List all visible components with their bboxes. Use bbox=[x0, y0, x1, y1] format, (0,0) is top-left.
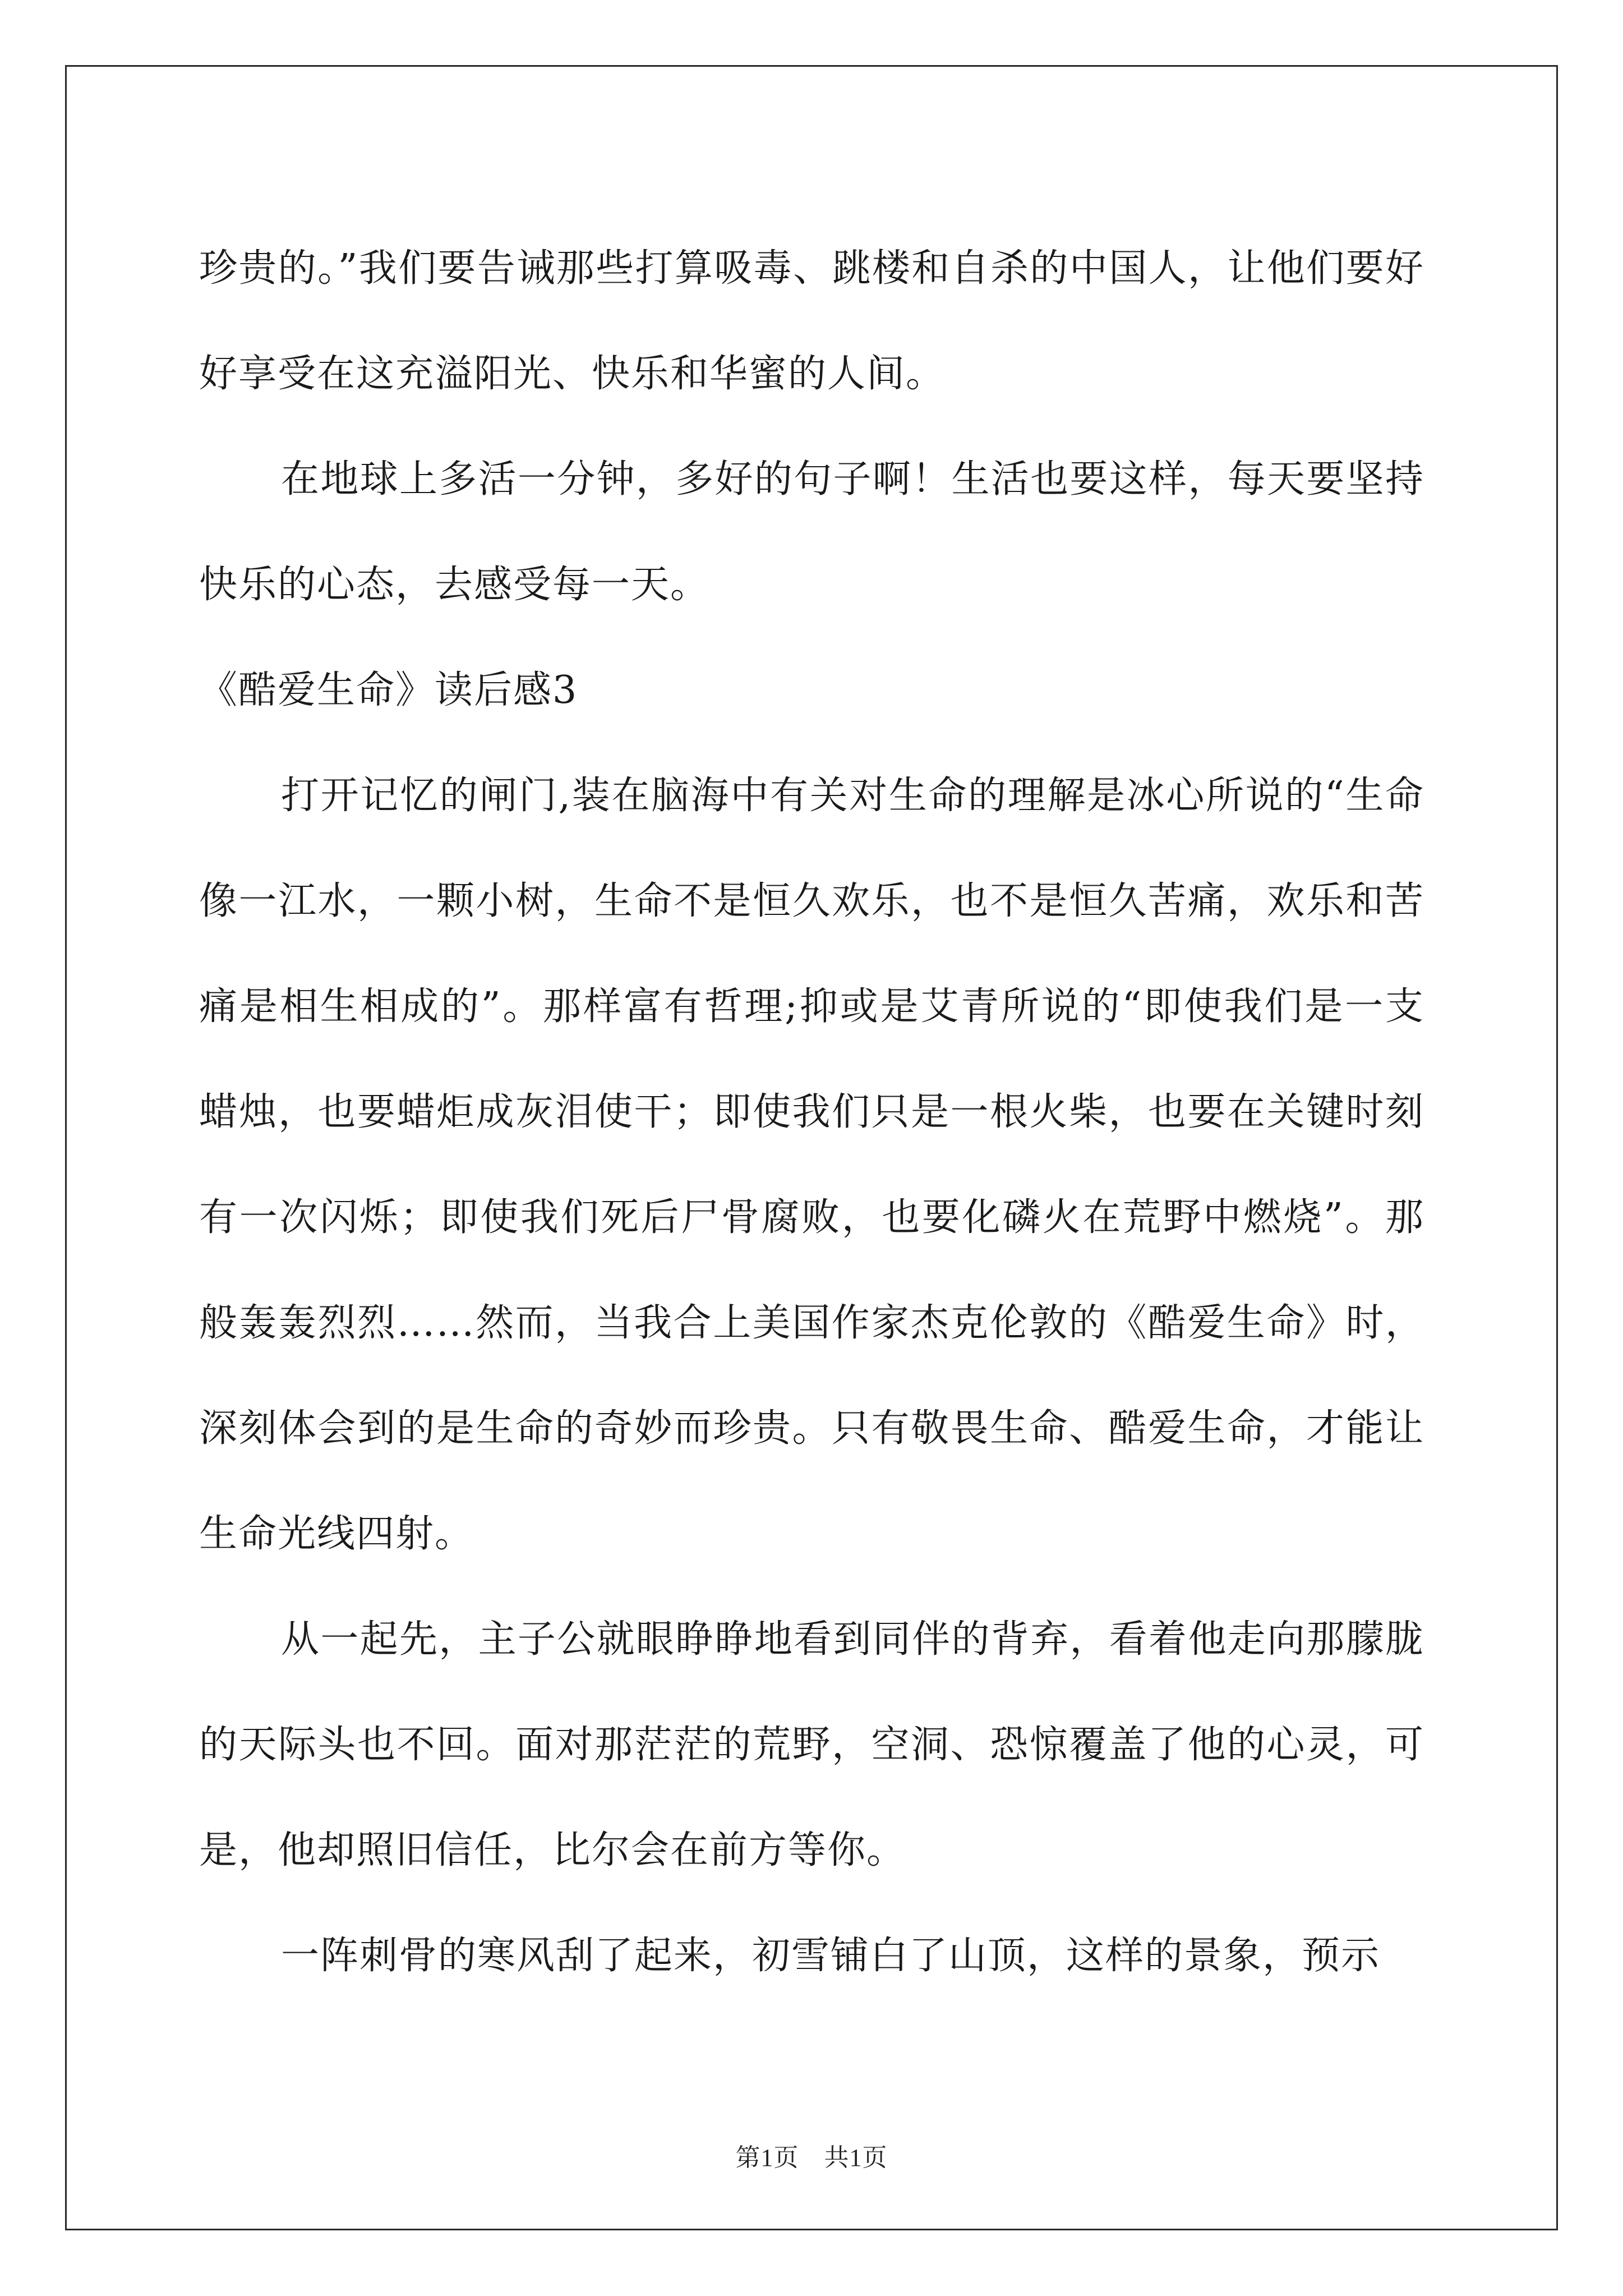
paragraph: 在地球上多活一分钟，多好的句子啊！生活也要这样，每天要坚持快乐的心态，去感受每一天。 bbox=[199, 457, 1424, 607]
section-heading: 《酷爱生命》读后感3 bbox=[199, 668, 578, 712]
paragraph-continuation: 珍贵的。”我们要告诫那些打算吸毒、跳楼和自杀的中国人，让他们要好好享受在这充溢阳光、快乐和华蜜的人间。 bbox=[199, 246, 1424, 396]
paragraph: 一阵刺骨的寒风刮了起来，初雪铺白了山顶，这样的景象，预示 bbox=[281, 1934, 1381, 1978]
paragraph: 从一起先，主子公就眼睁睁地看到同伴的背弃，看着他走向那朦胧的天际头也不回。面对那茫茫的荒野，空洞、恐惊覆盖了他的心灵，可是，他却照旧信任，比尔会在前方等你。 bbox=[199, 1617, 1424, 1872]
paragraph: 打开记忆的闸门,装在脑海中有关对生命的理解是冰心所说的“生命像一江水，一颗小树，生命不是恒久欢乐，也不是恒久苦痛，欢乐和苦痛是相生相成的”。那样富有哲理;抑或是艾青所说的“即使我们是一支蜡烛，也要蜡炬成灰泪使干；即使我们只是一根火柴，也要在关键时刻有一次闪烁；即使我们死后尸骨腐败，也要化磷火在荒野中燃烧”。那般轰轰烈烈……然而，当我合上美国作家杰克伦敦的《酷爱生命》时，深刻体会到的是生命的奇妙而珍贵。只有敬畏生命、酷爱生命，才能让生命光线四射。 bbox=[199, 774, 1424, 1556]
page-number-footer: 第1页 共1页 bbox=[735, 2144, 888, 2171]
document-body bbox=[199, 216, 1424, 2009]
